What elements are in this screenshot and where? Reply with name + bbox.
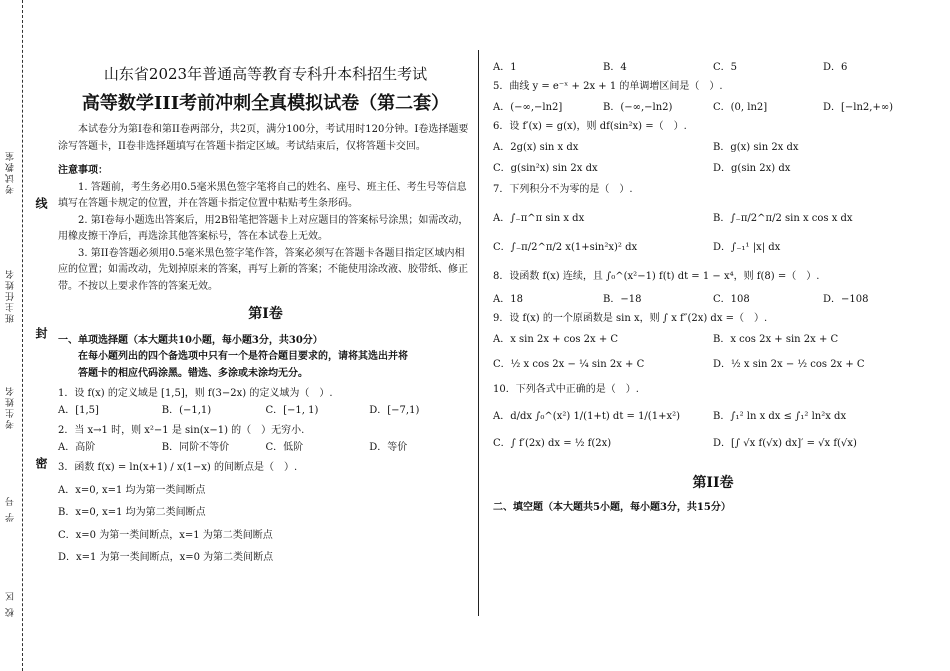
left-column xyxy=(58,62,473,573)
question-options-row-2 xyxy=(493,436,933,451)
paper-title: 高等数学III考前冲刺全真模拟试卷（第二套） xyxy=(81,92,450,114)
question-10 xyxy=(493,382,933,451)
question-1 xyxy=(58,386,473,419)
option-d: D．[−7,1) xyxy=(369,404,420,416)
question-9 xyxy=(493,311,933,372)
option-a: A．∫₋π^π sin x dx xyxy=(493,213,585,224)
question-7 xyxy=(493,182,933,255)
option-a: A．高阶 xyxy=(58,441,96,453)
option-c: C．低阶 xyxy=(265,441,304,453)
question-stem: 7．下列积分不为零的是（ ）. xyxy=(493,184,633,195)
option-c: C．108 xyxy=(713,294,750,305)
option-b: B．∫₁² ln x dx ≤ ∫₁² ln²x dx xyxy=(713,411,847,422)
right-column xyxy=(493,60,933,515)
option-a: A．2g(x) sin x dx xyxy=(493,142,579,153)
option-b: B．4 xyxy=(603,62,627,73)
exam-name: 山东省2023年普通高等教育专科升本科招生考试 xyxy=(103,65,428,83)
option-d: D．x=1 为第一类间断点，x=0 为第二类间断点 xyxy=(58,552,274,564)
option-a: A．18 xyxy=(493,294,523,305)
seal-line xyxy=(22,0,23,671)
question-stem: 6．设 f′(x) = g(x)，则 df(sin²x) =（ ）. xyxy=(493,121,687,132)
option-d: D．[∫ √x f(√x) dx]′ = √x f(√x) xyxy=(713,438,857,449)
option-a: A．d/dx ∫₀^(x²) 1/(1+t) dt = 1/(1+x²) xyxy=(493,411,680,422)
option-c: C．g(sin²x) sin 2x dx xyxy=(493,163,598,174)
label-exam-room: 考试教室 xyxy=(6,150,16,194)
question-options-row-2 xyxy=(493,357,933,372)
option-c: C．½ x cos 2x − ¼ sin 2x + C xyxy=(493,359,645,370)
section1-heading: 一、单项选择题（本大题共10小题，每小题3分，共30分） xyxy=(58,334,323,346)
question-stem: 5．曲线 y = e⁻ˣ + 2x + 1 的单调增区间是（ ）. xyxy=(493,81,723,92)
label-student-id: 学 号 xyxy=(6,495,16,522)
option-d: D．[−ln2,+∞) xyxy=(823,102,894,113)
notice-title: 注意事项： xyxy=(58,165,108,177)
option-d: D．等价 xyxy=(369,441,408,453)
question-options xyxy=(58,403,473,420)
option-a: A．(−∞,−ln2] xyxy=(493,102,563,113)
question-options-row-2 xyxy=(493,161,933,176)
option-d: D．6 xyxy=(823,62,848,73)
question-options-row-2 xyxy=(493,240,933,255)
question-options-row-1 xyxy=(493,409,933,424)
question-options xyxy=(493,100,933,115)
question-stem: 9．设 f(x) 的一个原函数是 sin x，则 ∫ x f″(2x) dx =（ ）. xyxy=(493,313,768,324)
question-8 xyxy=(493,269,933,307)
question-options-row-1 xyxy=(493,332,933,347)
option-b: B．x=0, x=1 均为第二类间断点 xyxy=(58,507,206,519)
option-b: B．(−1,1) xyxy=(161,404,212,416)
question-stem: 2．当 x→1 时，则 x²−1 是 sin(x−1) 的（ ）无穷小. xyxy=(58,425,305,437)
option-d: D．∫₋₁¹ |x| dx xyxy=(713,242,781,253)
label-campus: 校 区 xyxy=(6,590,16,617)
question-options-row-1 xyxy=(493,211,933,226)
option-b: B．同阶不等价 xyxy=(161,441,230,453)
option-a: A．x=0, x=1 均为第一类间断点 xyxy=(58,484,206,496)
question-options xyxy=(493,292,933,307)
question-stem: 8．设函数 f(x) 连续，且 ∫₀^(x²−1) f(t) dt = 1 − x⁴，则 f(8) =（ ）. xyxy=(493,271,820,282)
option-d: D．−108 xyxy=(823,294,869,305)
mark-secret: 密 xyxy=(34,457,48,469)
label-student-name: 考生姓名 xyxy=(6,385,16,429)
option-a: A．1 xyxy=(493,62,517,73)
notice-item-2: 2. 第I卷每小题选出答案后，用2B铅笔把答题卡上对应题目的答案标号涂黑；如需改动，用橡皮擦干净后，再选涂其他答案标号，答在本试卷上无效。 xyxy=(58,214,469,243)
question-3 xyxy=(58,460,473,567)
question-options xyxy=(58,440,473,457)
question-stem: 3．函数 f(x) = ln(x+1) / x(1−x) 的间断点是（ ）. xyxy=(58,462,298,474)
question-6 xyxy=(493,119,933,176)
option-b: B．−18 xyxy=(603,294,642,305)
section2-heading: 二、填空题（本大题共5小题，每小题3分，共15分） xyxy=(493,502,731,513)
option-b: B．∫₋π/2^π/2 sin x cos x dx xyxy=(713,213,853,224)
option-b: B．g(x) sin 2x dx xyxy=(713,142,799,153)
mark-seal: 封 xyxy=(34,327,48,339)
option-c: C．x=0 为第一类间断点，x=1 为第二类间断点 xyxy=(58,529,273,541)
label-head-teacher: 班主任姓名 xyxy=(6,268,16,323)
notice-item-3: 3. 第II卷答题必须用0.5毫米黑色签字笔作答，答案必须写在答题卡各题目指定区域内相应的位置；如需改动，先划掉原来的答案，再写上新的答案；不能使用涂改液、胶带纸、修正带。不按以上要求作答的答案无效。 xyxy=(58,247,468,292)
question-stem: 10．下列各式中正确的是（ ）. xyxy=(493,384,639,395)
question-2 xyxy=(58,423,473,456)
binding-margin xyxy=(0,0,60,671)
option-a: A．x sin 2x + cos 2x + C xyxy=(493,334,619,345)
option-a: A．[1,5] xyxy=(58,404,99,416)
question-5 xyxy=(493,79,933,115)
section1-instruction-1: 在每小题列出的四个备选项中只有一个是符合题目要求的，请将其选出并将 xyxy=(78,351,408,363)
question-options-row-1 xyxy=(493,140,933,155)
section1-instruction-2: 答题卡的相应代码涂黑。错选、多涂或未涂均无分。 xyxy=(78,367,308,379)
option-d: D．½ x sin 2x − ½ cos 2x + C xyxy=(713,359,865,370)
mark-line: 线 xyxy=(34,197,48,209)
option-c: C．5 xyxy=(713,62,738,73)
option-d: D．g(sin 2x) dx xyxy=(713,163,791,174)
option-c: C．(0, ln2] xyxy=(713,102,768,113)
notice-item-1: 1. 答题前，考生务必用0.5毫米黑色签字笔将自己的姓名、座号、班主任、考生号等信息填写在答题卡规定的位置，并在答题卡指定位置中粘贴考生条形码。 xyxy=(58,181,467,210)
option-b: B．(−∞,−ln2) xyxy=(603,102,673,113)
paper-intro: 本试卷分为第I卷和第II卷两部分，共2页，满分100分，考试用时120分钟。I卷选择题要涂写答题卡，II卷非选择题填写在答题卡指定区域。考试结束后，仅将答题卡交回。 xyxy=(58,124,469,152)
part2-title: 第II卷 xyxy=(692,475,734,491)
part1-title: 第I卷 xyxy=(248,306,283,323)
option-c: C．∫ f′(2x) dx = ½ f(2x) xyxy=(493,438,612,449)
option-c: C．[−1, 1) xyxy=(265,404,319,416)
option-b: B．x cos 2x + sin 2x + C xyxy=(713,334,839,345)
question-stem: 1．设 f(x) 的定义域是 [1,5]，则 f(3−2x) 的定义域为（ ）. xyxy=(58,388,333,400)
question-4-options xyxy=(493,60,933,75)
column-divider xyxy=(478,50,479,616)
option-c: C．∫₋π/2^π/2 x(1+sin²x)² dx xyxy=(493,242,638,253)
